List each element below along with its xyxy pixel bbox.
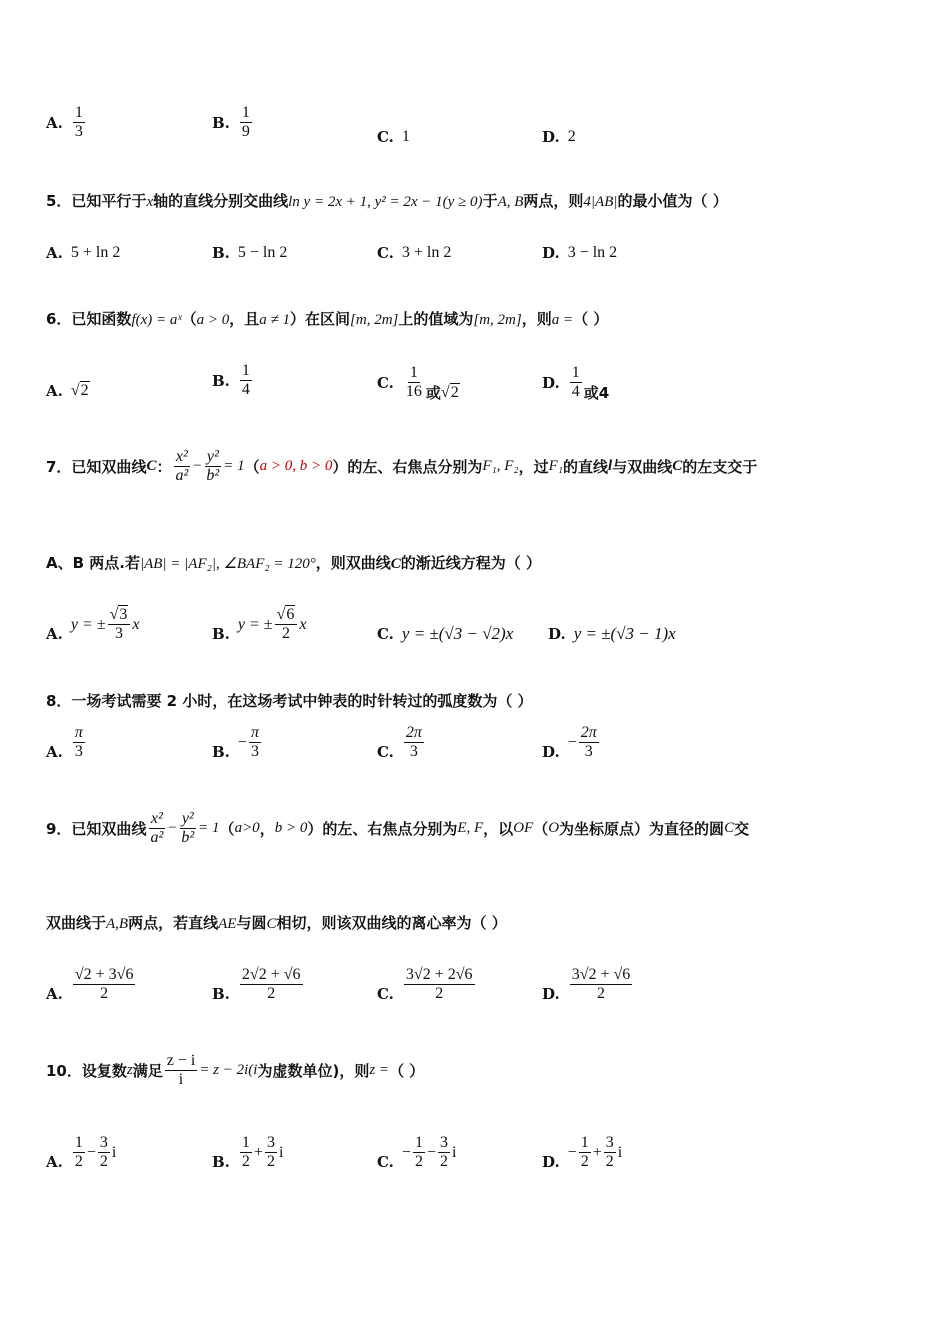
fraction: $\frac{1}{2}$ (580, 1134, 589, 1171)
option-label: B. (212, 624, 230, 643)
q10-options (0, 1134, 950, 1184)
q9-option-b[interactable] (212, 966, 305, 1004)
q10-option-c[interactable]: C. − $\frac{1}{2}$ − $\frac{3}{2}$ i (377, 1134, 457, 1171)
option-label: A. (46, 1152, 63, 1171)
option-label: C. (377, 244, 394, 262)
option-label: A. (46, 742, 63, 761)
option-label: D. (548, 625, 566, 643)
fraction: $\frac{√3}{3}$ (108, 606, 131, 644)
option-value: 5 + ln 2 (70, 244, 121, 261)
option-label: C. (377, 128, 394, 146)
q4-option-c[interactable] (377, 128, 410, 146)
q5-option-d[interactable] (542, 244, 617, 262)
q8-option-a[interactable] (46, 724, 87, 762)
option-label: C. (377, 373, 394, 392)
fraction: $\frac{2√2 + √6}{2}$ (241, 966, 301, 1003)
option-label: D. (542, 244, 560, 262)
option-label: A. (46, 984, 63, 1003)
option-label: C. (377, 625, 394, 643)
option-label: D. (542, 742, 560, 761)
fraction: $\frac{2\pi}{3}$ (405, 724, 422, 761)
fraction: $\frac{3}{2}$ (605, 1134, 614, 1171)
q10-option-a[interactable]: A. $\frac{1}{2}$ − $\frac{3}{2}$ i (46, 1134, 117, 1171)
q6-option-d[interactable]: D. $\frac{1}{4}$ 或 4 (542, 363, 610, 402)
option-label: B. (212, 984, 230, 1003)
q5-options (0, 244, 950, 274)
question-5: 5．已知平行于x轴的直线分别交曲线ln y = 2x + 1, y² = 2x − 1(y ≥ 0)于A, B两点，则4|AB|的最小值为（ ） (46, 192, 728, 210)
option-label: B. (212, 244, 230, 262)
fraction: $\frac{1}{16}$ (405, 363, 422, 400)
q7-option-b[interactable]: B. y = ± $\frac{√6}{2}$ x (212, 606, 307, 643)
q6-option-c[interactable]: C. $\frac{1}{16}$ 或 √2 (377, 363, 459, 402)
option-label: C. (377, 984, 394, 1003)
fraction: $\frac{\pi}{3}$ (74, 724, 83, 761)
q5-option-b[interactable] (212, 244, 287, 262)
option-value: 1 (401, 128, 410, 145)
question-8: 8．一场考试需要 2 小时，在这场考试中钟表的时针转过的弧度数为（ ） (46, 692, 533, 710)
option-label: A. (46, 244, 63, 262)
question-7-line-2: A、B 两点.若|AB| = |AF₂|, ∠BAF₂ = 120°，则双曲线C的渐近线方程为（ ） (46, 554, 541, 572)
fraction: $\frac{√6}{2}$ (275, 606, 298, 644)
fraction: $\frac{\text{x²}}{\text{a²}}$ (150, 810, 164, 847)
fraction: $\frac{\pi}{3}$ (250, 724, 259, 761)
q5-option-c[interactable] (377, 244, 451, 262)
q5-option-a[interactable] (46, 244, 120, 262)
q6-option-b[interactable] (212, 362, 254, 400)
question-10: 10．设复数 z 满足 $\frac{z - i}{i}$ = z − 2i(i 为虚数单位)，则 z = （ ） (46, 1052, 425, 1089)
q10-option-b[interactable]: B. $\frac{1}{2}$ + $\frac{3}{2}$ i (212, 1134, 284, 1171)
sqrt: √2 (440, 383, 459, 401)
fraction: $\frac{1}{3}$ (74, 104, 83, 141)
option-value: 3 + ln 2 (401, 244, 452, 261)
option-label: D. (542, 984, 560, 1003)
option-label: B. (212, 742, 230, 761)
question-6: 6．已知函数f(x) = aˣ（a > 0，且a ≠ 1）在区间[m, 2m]上的值域为[m, 2m]，则a =（ ） (46, 310, 609, 328)
question-7: 7．已知双曲线 C ： $\frac{\text{x²}}{\text{a²}}$ − $\frac{\text{y²}}{\text{b²}}$ = 1 （ a > 0, b > 0 ）的左、右焦点分别为 F₁, F₂ ，过 F₁ 的直线 l 与双曲线 C 的左支交于 (46, 448, 758, 485)
fraction: $\frac{3}{2}$ (266, 1134, 275, 1171)
q8-options (0, 724, 950, 774)
option-label: D. (542, 128, 560, 146)
q7-options (0, 606, 950, 656)
q8-option-b[interactable]: B. − $\frac{\pi}{3}$ (212, 724, 259, 761)
fraction: $\frac{1}{9}$ (241, 104, 250, 141)
fraction: $\frac{1}{4}$ (571, 363, 580, 400)
q6-option-a[interactable] (46, 382, 90, 400)
fraction: $\frac{z - i}{i}$ (166, 1052, 196, 1089)
q4-option-a[interactable] (46, 104, 87, 142)
option-label: D. (542, 373, 560, 392)
option-label: A. (46, 624, 63, 643)
fraction: $\frac{2\pi}{3}$ (580, 724, 597, 761)
q9-options (0, 966, 950, 1016)
option-label: A. (46, 382, 63, 400)
q9-option-d[interactable] (542, 966, 634, 1004)
option-label: B. (212, 371, 230, 390)
fraction: $\frac{3}{2}$ (99, 1134, 108, 1171)
option-label: C. (377, 742, 394, 761)
fraction: $\frac{3}{2}$ (439, 1134, 448, 1171)
option-label: D. (542, 1152, 560, 1171)
fraction: $\frac{√2 + 3√6}{2}$ (74, 966, 134, 1003)
fraction: $\frac{3√2 + 2√6}{2}$ (405, 966, 473, 1003)
fraction: $\frac{1}{4}$ (241, 362, 250, 399)
fraction: $\frac{\text{y²}}{\text{b²}}$ (181, 810, 195, 847)
sqrt: √2 (70, 382, 89, 399)
option-value: y = ±(√3 − 1)x (573, 624, 676, 643)
q7-option-a[interactable]: A. y = ± $\frac{√3}{3}$ x (46, 606, 140, 643)
fraction: $\frac{1}{2}$ (74, 1134, 83, 1171)
option-label: B. (212, 113, 230, 132)
q9-option-a[interactable] (46, 966, 137, 1004)
option-label: B. (212, 1152, 230, 1171)
fraction: $\frac{1}{2}$ (241, 1134, 250, 1171)
option-value: 3 − ln 2 (567, 244, 618, 261)
question-9: 9．已知双曲线 $\frac{\text{x²}}{\text{a²}}$ − $\frac{\text{y²}}{\text{b²}}$ = 1 （ a>0 ， b > 0 ）的左、右焦点分别为 E, F ，以 OF （ O 为坐标原点）为直径的圆 C 交 (46, 810, 750, 847)
option-label: C. (377, 1152, 394, 1171)
q6-options (0, 362, 950, 412)
question-9-line-2: 双曲线于A,B两点，若直线AE与圆C相切，则该双曲线的离心率为（ ） (46, 914, 507, 932)
q4-options (0, 100, 950, 150)
q4-option-b[interactable] (212, 104, 254, 142)
fraction: $\frac{3√2 + √6}{2}$ (571, 966, 631, 1003)
option-value: y = ±(√3 − √2)x (401, 624, 514, 643)
q7-option-d[interactable] (548, 624, 676, 644)
q4-option-d[interactable] (542, 128, 576, 146)
q7-option-c[interactable] (377, 624, 513, 644)
fraction: $\frac{\text{y²}}{\text{b²}}$ (206, 448, 220, 485)
option-value: 2 (567, 128, 576, 145)
q10-option-d[interactable]: D. − $\frac{1}{2}$ + $\frac{3}{2}$ i (542, 1134, 623, 1171)
q8-option-d[interactable]: D. − $\frac{2\pi}{3}$ (542, 724, 597, 761)
option-value: 5 − ln 2 (237, 244, 288, 261)
option-label: A. (46, 113, 63, 132)
q9-option-c[interactable] (377, 966, 477, 1004)
fraction: $\frac{\text{x²}}{\text{a²}}$ (175, 448, 189, 485)
q8-option-c[interactable] (377, 724, 426, 762)
fraction: $\frac{1}{2}$ (414, 1134, 423, 1171)
